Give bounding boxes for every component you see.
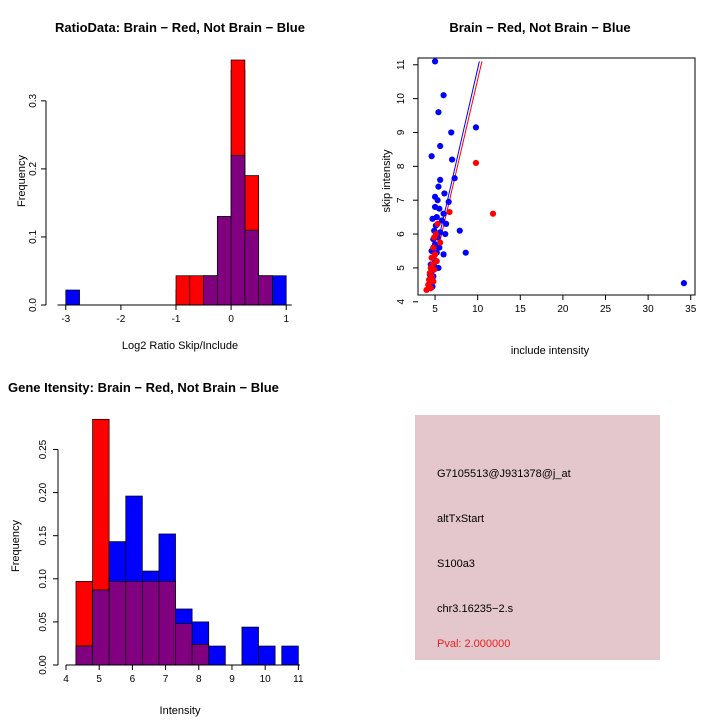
histogram-bar: [259, 646, 276, 665]
scatter-point: [437, 239, 443, 245]
histogram-bar: [192, 644, 209, 665]
histogram-bar: [93, 590, 110, 665]
scatter-point: [490, 211, 496, 217]
x-tick-label: 4: [63, 674, 69, 685]
scatter-point: [441, 190, 447, 196]
scatter-point: [448, 129, 454, 135]
x-tick-label: 10: [472, 304, 484, 315]
info-locus: chr3.16235−2.s: [437, 603, 514, 615]
x-tick-label: 5: [432, 304, 438, 315]
scatter-point: [437, 177, 443, 183]
scatter-point: [443, 221, 449, 227]
panel-info-box: [415, 415, 660, 660]
histogram-bar: [126, 581, 143, 665]
scatter-point: [440, 92, 446, 98]
x-tick-label: 15: [514, 304, 526, 315]
scatter-point: [432, 58, 438, 64]
ratio-histogram-title: RatioData: Brain − Red, Not Brain − Blue: [55, 20, 305, 35]
y-tick-label: 4: [396, 298, 407, 305]
scatter-point: [440, 211, 446, 217]
scatter-point: [446, 209, 452, 215]
panel-ratio-histogram: [0, 0, 360, 360]
histogram-bar: [76, 646, 93, 665]
scatter-point: [452, 175, 458, 181]
info-gene-symbol: S100a3: [437, 558, 475, 570]
x-tick-label: 11: [293, 674, 304, 685]
y-tick-label: 5: [396, 265, 407, 271]
x-tick-label: 1: [283, 314, 290, 325]
scatter-point: [435, 221, 441, 227]
x-tick-label: 35: [685, 304, 697, 315]
y-tick-label: 10: [396, 93, 407, 105]
histogram-bar: [142, 581, 159, 665]
scatter-point: [435, 197, 441, 203]
histogram-bar: [217, 217, 231, 305]
gene-histogram-xlabel: Intensity: [159, 705, 201, 717]
info-event-type: altTxStart: [437, 513, 485, 525]
y-tick-label: 0.05: [38, 612, 49, 632]
histogram-bar: [272, 276, 286, 305]
x-tick-label: 5: [96, 674, 102, 685]
histogram-bar: [159, 581, 176, 665]
histogram-bar: [109, 581, 126, 665]
scatter-point: [473, 160, 479, 166]
x-tick-label: -1: [171, 314, 181, 325]
panel-intensity-scatter: [360, 0, 720, 360]
scatter-plot: [360, 0, 720, 360]
histogram-bar: [242, 627, 259, 665]
histogram-bar: [209, 646, 226, 665]
y-tick-label: 0.00: [38, 655, 49, 675]
x-tick-label: -3: [61, 314, 71, 325]
scatter-point: [473, 124, 479, 130]
scatter-point: [430, 245, 436, 251]
histogram-bar: [176, 276, 190, 305]
x-tick-label: 9: [229, 674, 235, 685]
x-tick-label: 0: [228, 314, 234, 325]
x-tick-label: 25: [599, 304, 612, 315]
info-probe-id: G7105513@J931378@j_at: [437, 468, 571, 480]
scatter-point: [442, 231, 448, 237]
gene-histogram-plot: [0, 360, 360, 720]
y-tick-label: 9: [396, 129, 407, 136]
y-tick-label: 8: [396, 163, 407, 170]
scatter-title: Brain − Red, Not Brain − Blue: [449, 20, 631, 35]
scatter-xlabel: include intensity: [510, 345, 590, 357]
histogram-bar: [245, 230, 259, 305]
scatter-point: [423, 287, 429, 293]
scatter-point: [429, 255, 435, 261]
scatter-ylabel: skip intensity: [381, 149, 393, 213]
scatter-point: [440, 251, 446, 257]
scatter-point: [681, 280, 687, 286]
y-tick-label: 0.3: [28, 93, 39, 108]
x-tick-label: 8: [195, 674, 202, 685]
scatter-point: [429, 153, 435, 159]
ratio-histogram-xlabel: Log2 Ratio Skip/Include: [121, 340, 239, 352]
x-tick-label: 30: [642, 304, 654, 315]
scatter-point: [457, 228, 463, 234]
x-tick-label: 10: [259, 674, 271, 685]
y-tick-label: 0.1: [28, 229, 39, 244]
scatter-point: [437, 143, 443, 149]
scatter-point: [436, 206, 442, 212]
scatter-point: [435, 109, 441, 115]
histogram-bar: [176, 624, 193, 665]
y-tick-label: 0.0: [28, 298, 39, 312]
y-tick-label: 0.10: [38, 569, 49, 589]
x-tick-label: 6: [129, 674, 136, 685]
scatter-point: [435, 184, 441, 190]
ratio-histogram-ylabel: Frequency: [16, 155, 28, 207]
gene-histogram-ylabel: Frequency: [10, 520, 22, 572]
y-tick-label: 0.25: [38, 439, 49, 460]
histogram-bar: [204, 276, 218, 305]
panel-gene-histogram: [0, 360, 360, 720]
scatter-point: [430, 278, 436, 284]
y-tick-label: 7: [396, 197, 407, 203]
info-pvalue: Pval: 2.000000: [437, 638, 511, 650]
y-tick-label: 11: [396, 59, 407, 70]
histogram-bar: [282, 646, 299, 665]
y-tick-label: 0.20: [38, 482, 49, 503]
scatter-point: [463, 250, 469, 256]
histogram-bar: [190, 276, 204, 305]
gene-histogram-title: Gene Itensity: Brain − Red, Not Brain − Blue: [8, 380, 279, 395]
y-tick-label: 6: [396, 231, 407, 237]
x-tick-label: 20: [557, 304, 569, 315]
ratio-histogram-plot: [0, 0, 360, 360]
y-tick-label: 0.2: [28, 161, 39, 176]
histogram-bar: [259, 276, 273, 305]
scatter-point: [431, 234, 437, 240]
y-tick-label: 0.15: [38, 525, 49, 546]
scatter-point: [449, 156, 455, 162]
x-tick-label: -2: [116, 314, 126, 325]
histogram-bar: [231, 155, 245, 305]
histogram-bar: [66, 290, 80, 305]
scatter-point: [446, 199, 452, 205]
scatter-point: [429, 216, 435, 222]
x-tick-label: 7: [162, 674, 169, 685]
plot-frame: [418, 58, 695, 295]
